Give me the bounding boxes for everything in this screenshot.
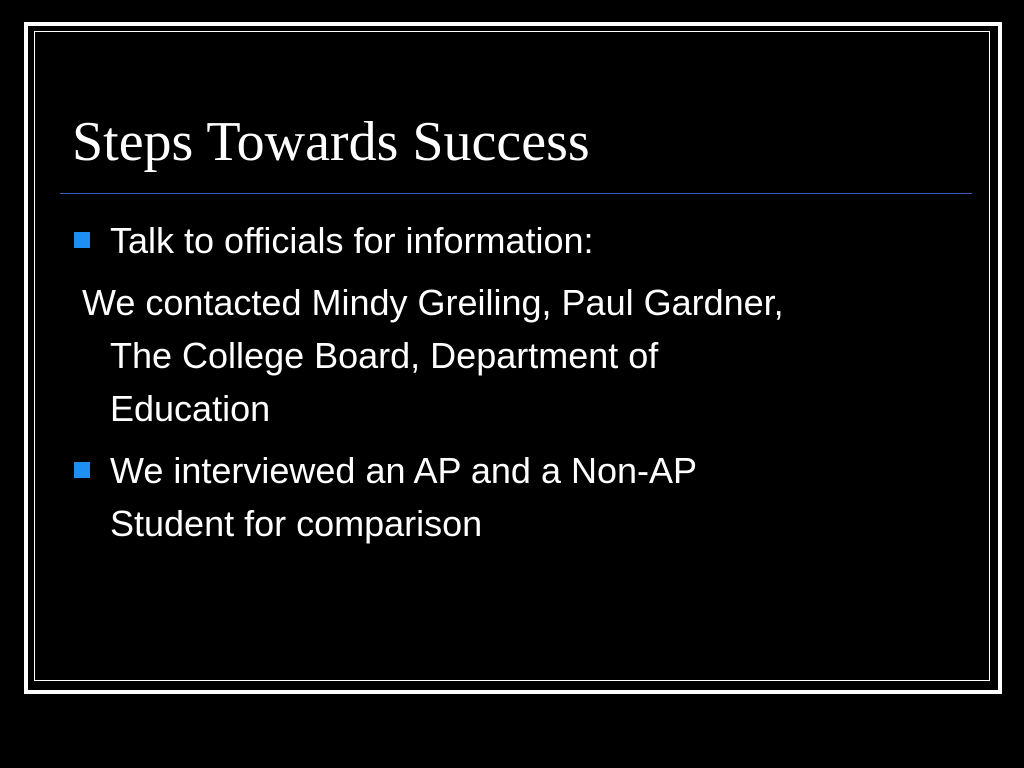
contacts-paragraph [82, 276, 962, 435]
bullet-item [110, 444, 970, 550]
bullet-text: Talk to officials for information: [110, 220, 594, 261]
bullet-text-line: Student for comparison [110, 503, 483, 544]
paragraph-line: We contacted Mindy Greiling, Paul Gardner, [82, 282, 784, 323]
slide-title: Steps Towards Success [72, 111, 590, 173]
title-divider [60, 193, 972, 194]
paragraph-line: The College Board, Department of [110, 335, 659, 376]
paragraph-line: Education [110, 388, 271, 429]
square-bullet-icon [74, 462, 90, 478]
bullet-item [110, 214, 970, 267]
bullet-text-line: We interviewed an AP and a Non-AP [110, 450, 698, 491]
square-bullet-icon [74, 232, 90, 248]
